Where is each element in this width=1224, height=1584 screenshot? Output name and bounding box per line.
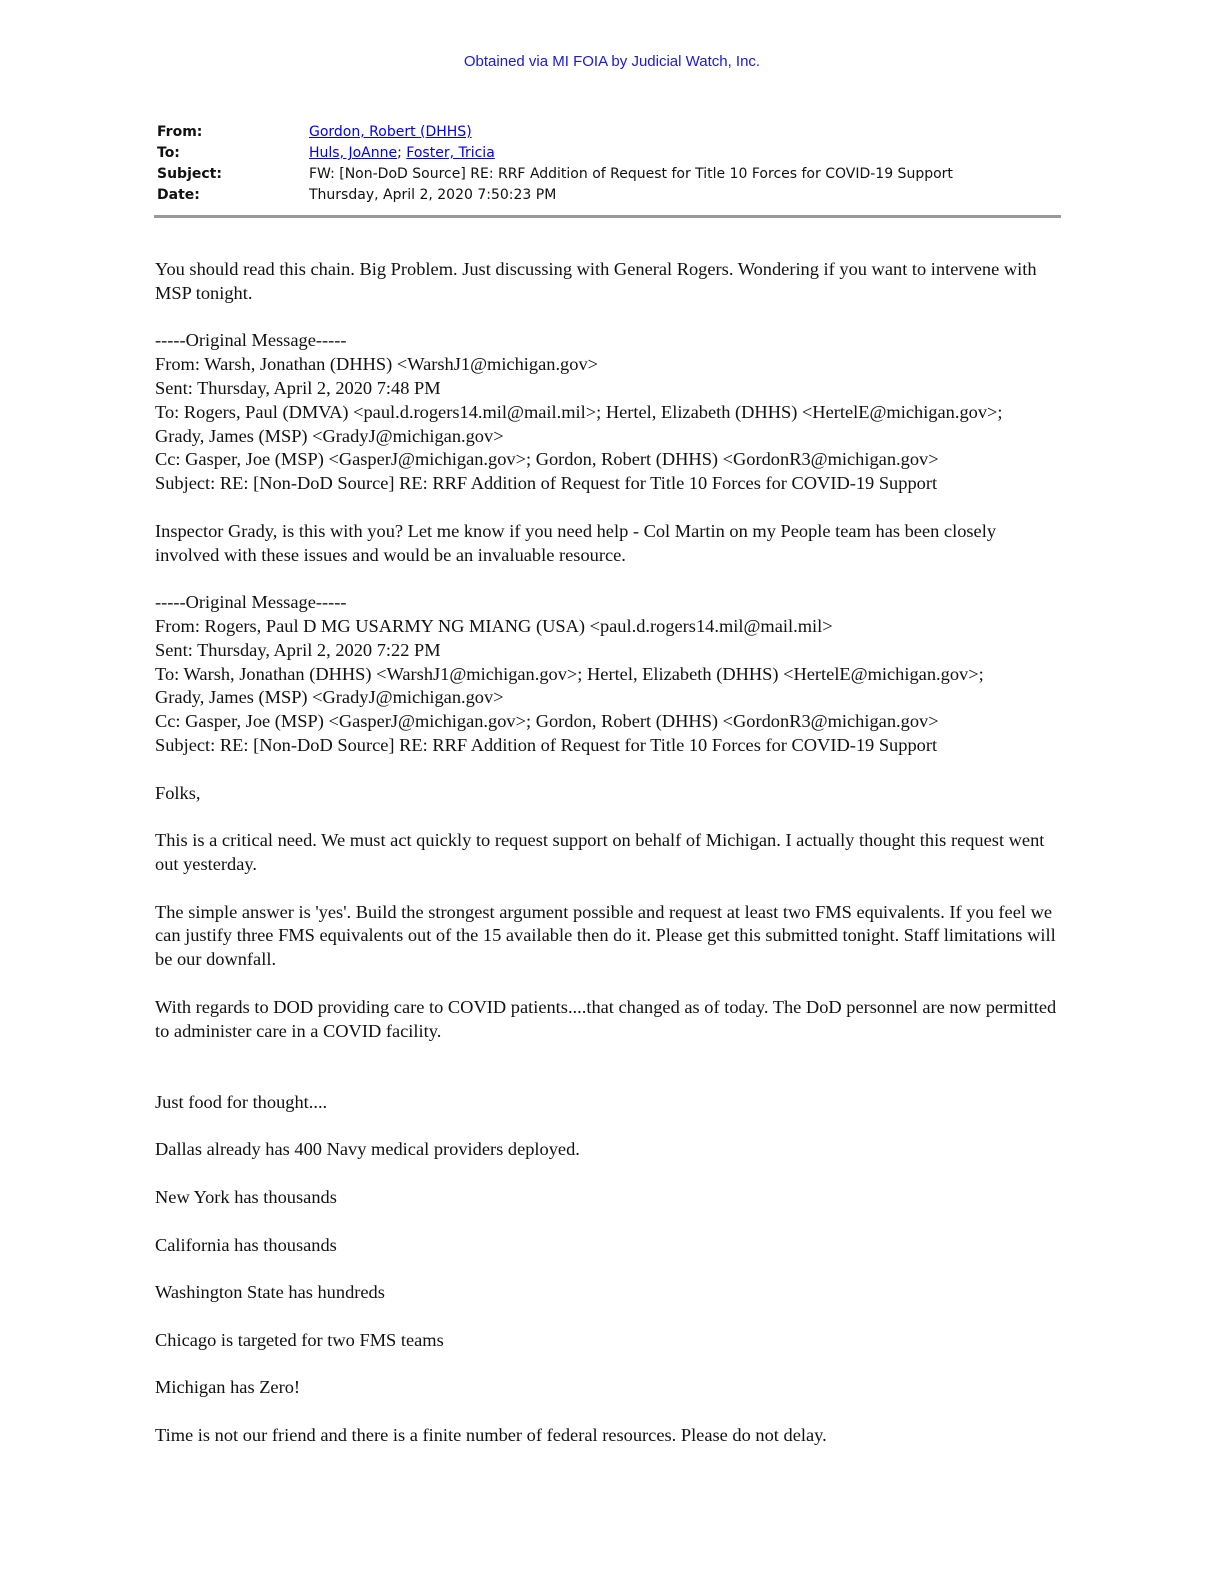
message2-paragraph: Chicago is targeted for two FMS teams: [155, 1329, 444, 1350]
subject-value: FW: [Non-DoD Source] RE: RRF Addition of Request for Title 10 Forces for COVID-19 Support: [309, 166, 953, 182]
foia-watermark: Obtained via MI FOIA by Judicial Watch, Inc.: [463, 53, 761, 70]
message2-greeting: Folks,: [155, 782, 201, 803]
blank-line: [155, 1067, 1060, 1091]
message2-paragraph: Washington State has hundreds: [155, 1282, 385, 1303]
header-from-row: [157, 122, 1061, 143]
original-message-marker: -----Original Message-----: [155, 592, 347, 613]
message1-text: Inspector Grady, is this with you? Let me know if you need help - Col Martin on my People team has been closely involved with these issues and would be an invaluable resource.: [155, 520, 997, 565]
email-header: [157, 122, 1061, 206]
to-label: To:: [157, 145, 180, 161]
message2-to: To: Warsh, Jonathan (DHHS) <WarshJ1@michigan.gov>; Hertel, Elizabeth (DHHS) <HertelE@michigan.gov>;: [155, 663, 984, 684]
header-to-row: [157, 143, 1061, 164]
date-label: Date:: [157, 187, 200, 203]
message1-sent: Sent: Thursday, April 2, 2020 7:48 PM: [155, 377, 441, 398]
message1-from: From: Warsh, Jonathan (DHHS) <WarshJ1@michigan.gov>: [155, 354, 599, 375]
message1-subject: Subject: RE: [Non-DoD Source] RE: RRF Addition of Request for Title 10 Forces for COVID-19 Support: [155, 473, 938, 494]
message2-paragraph: The simple answer is 'yes'. Build the strongest argument possible and request at least two FMS equivalents. If you feel we can justify three FMS equivalents out of the 15 available then do it. Please get this submitted tonight. Staff limitations will be our downfall.: [155, 901, 1056, 970]
message1-cc: Cc: Gasper, Joe (MSP) <GasperJ@michigan.gov>; Gordon, Robert (DHHS) <GordonR3@michigan.gov>: [155, 449, 939, 470]
email-body: [155, 258, 1060, 1472]
message2-paragraph: This is a critical need. We must act quickly to request support on behalf of Michigan. I actually thought this request went out yesterday.: [155, 830, 1045, 874]
message1-to-continued: Grady, James (MSP) <GradyJ@michigan.gov>: [155, 425, 504, 446]
message2-paragraph: Dallas already has 400 Navy medical providers deployed.: [155, 1139, 580, 1160]
header-divider: [154, 215, 1061, 218]
message2-paragraph: Just food for thought....: [155, 1091, 328, 1112]
to-link-huls[interactable]: Huls, JoAnne: [309, 145, 398, 161]
intro-text: You should read this chain. Big Problem. Just discussing with General Rogers. Wondering if you want to intervene with MSP tonight.: [155, 259, 1037, 303]
header-date-row: [157, 185, 1061, 206]
message2-paragraph: New York has thousands: [155, 1187, 337, 1208]
from-label: From:: [157, 124, 203, 140]
message2-paragraph: California has thousands: [155, 1234, 337, 1255]
message2-subject: Subject: RE: [Non-DoD Source] RE: RRF Addition of Request for Title 10 Forces for COVID-19 Support: [155, 734, 938, 755]
message2-paragraph: With regards to DOD providing care to COVID patients....that changed as of today. The DoD personnel are now permitted to administer care in a COVID facility.: [155, 996, 1057, 1041]
date-value: Thursday, April 2, 2020 7:50:23 PM: [309, 187, 557, 203]
subject-label: Subject:: [157, 166, 222, 182]
message2-from: From: Rogers, Paul D MG USARMY NG MIANG (USA) <paul.d.rogers14.mil@mail.mil>: [155, 615, 833, 636]
message2-paragraph: Michigan has Zero!: [155, 1377, 301, 1398]
to-separator: ;: [397, 145, 407, 161]
header-subject-row: [157, 164, 1061, 185]
message1-to: To: Rogers, Paul (DMVA) <paul.d.rogers14.mil@mail.mil>; Hertel, Elizabeth (DHHS) <HertelE@michigan.gov>;: [155, 401, 1003, 422]
from-link[interactable]: Gordon, Robert (DHHS): [309, 124, 472, 140]
message2-cc: Cc: Gasper, Joe (MSP) <GasperJ@michigan.gov>; Gordon, Robert (DHHS) <GordonR3@michigan.gov>: [155, 711, 939, 732]
message2-sent: Sent: Thursday, April 2, 2020 7:22 PM: [155, 639, 441, 660]
original-message-marker: -----Original Message-----: [155, 330, 347, 351]
message2-paragraph: Time is not our friend and there is a finite number of federal resources. Please do not delay.: [155, 1425, 827, 1446]
message2-to-continued: Grady, James (MSP) <GradyJ@michigan.gov>: [155, 687, 504, 708]
to-link-foster[interactable]: Foster, Tricia: [406, 145, 495, 161]
